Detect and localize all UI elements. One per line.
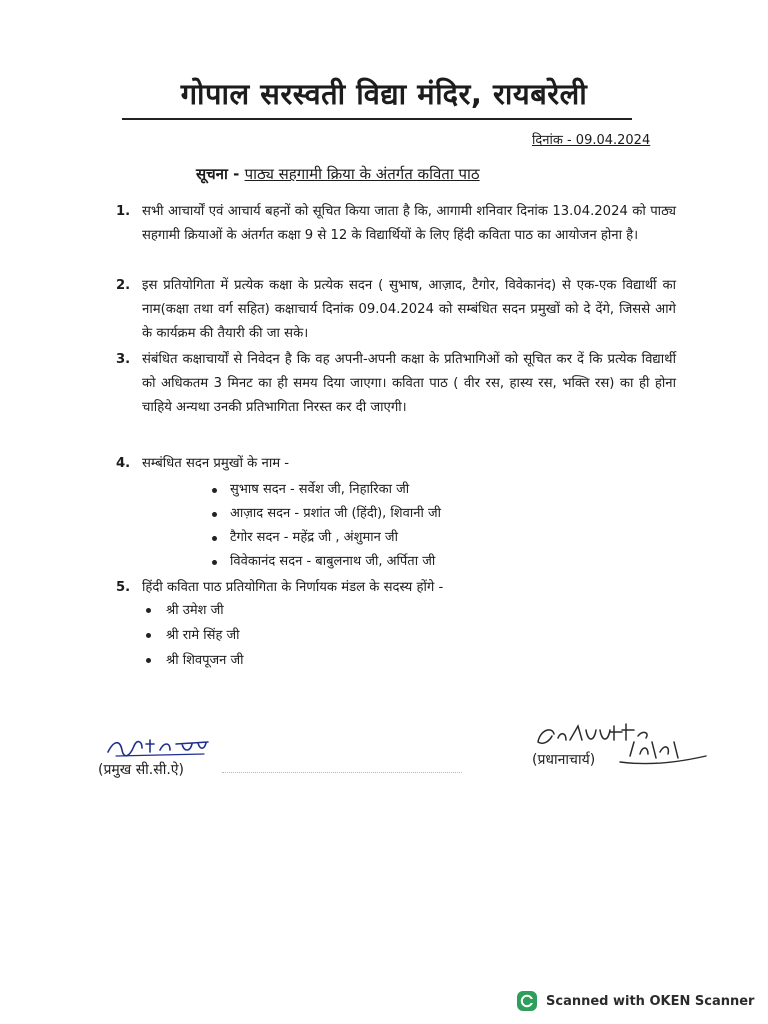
list-item: टैगोर सदन - महेंद्र जी , अंशुमान जी bbox=[212, 526, 441, 550]
scanner-watermark bbox=[516, 990, 754, 1012]
point-text: इस प्रतियोगिता में प्रत्येक कक्षा के प्रत्येक सदन ( सुभाष, आज़ाद, टैगोर, विवेकानंद) से एक-एक विद्यार्थी का नाम(कक्षा तथा वर्ग सहित) कक्षाचार्य दिनांक 09.04.2024 को सम्बंधित सदन प्रमुखों को दे देंगे, जिससे आगे के कार्यक्रम की तैयारी की जा सके। bbox=[142, 278, 676, 341]
cca-head-signature-block bbox=[98, 734, 214, 778]
point-number: 5. bbox=[116, 580, 131, 595]
point-number: 4. bbox=[116, 456, 131, 471]
point-5 bbox=[116, 576, 676, 600]
scanner-logo-icon bbox=[516, 990, 538, 1012]
cca-head-label: (प्रमुख सी.सी.ऐ) bbox=[98, 762, 184, 778]
scanner-text: Scanned with OKEN Scanner bbox=[546, 993, 755, 1009]
house-heads-list bbox=[212, 478, 441, 574]
principal-label: (प्रधानाचार्य) bbox=[532, 752, 596, 768]
list-item: श्री उमेश जी bbox=[146, 598, 244, 623]
point-text: सभी आचार्यों एवं आचार्य बहनों को सूचित किया जाता है कि, आगामी शनिवार दिनांक 13.04.2024 को पाठ्य सहगामी क्रियाओं के अंतर्गत कक्षा 9 से 12 के विद्यार्थियों के लिए हिंदी कविता पाठ का आयोजन होना है। bbox=[142, 204, 676, 243]
point-number: 2. bbox=[116, 278, 131, 293]
notice-subject bbox=[196, 164, 480, 184]
list-item: विवेकानंद सदन - बाबुलनाथ जी, अर्पिता जी bbox=[212, 550, 441, 574]
point-1 bbox=[116, 200, 676, 248]
list-item: श्री रामे सिंह जी bbox=[146, 623, 244, 648]
handwritten-signature bbox=[104, 734, 214, 760]
list-item: सुभाष सदन - सर्वेश जी, निहारिका जी bbox=[212, 478, 441, 502]
title-underline bbox=[122, 118, 632, 120]
principal-signature-block bbox=[530, 712, 710, 782]
notice-date: दिनांक - 09.04.2024 bbox=[532, 133, 651, 148]
list-item: आज़ाद सदन - प्रशांत जी (हिंदी), शिवानी जी bbox=[212, 502, 441, 526]
point-2 bbox=[116, 274, 676, 346]
point-number: 1. bbox=[116, 204, 131, 219]
list-item: श्री शिवपूजन जी bbox=[146, 648, 244, 673]
point-3 bbox=[116, 348, 676, 420]
point-text: सम्बंधित सदन प्रमुखों के नाम - bbox=[142, 456, 290, 471]
point-text: हिंदी कविता पाठ प्रतियोगिता के निर्णायक मंडल के सदस्य होंगे - bbox=[142, 580, 444, 595]
point-4 bbox=[116, 452, 676, 476]
judges-list bbox=[146, 598, 244, 673]
subject-label: सूचना - bbox=[196, 165, 240, 183]
point-number: 3. bbox=[116, 352, 131, 367]
point-text: संबंधित कक्षाचार्यों से निवेदन है कि वह अपनी-अपनी कक्षा के प्रतिभागिओं को सूचित कर दें कि प्रत्येक विद्यार्थी को अधिकतम 3 मिनट का ही समय दिया जाएगा। कविता पाठ ( वीर रस, हास्य रस, भक्ति रस) का ही होना चाहिये अन्यथा उनकी प्रतिभागिता निरस्त कर दी जाएगी। bbox=[142, 352, 676, 415]
subject-topic: पाठ्य सहगामी क्रिया के अंतर्गत कविता पाठ bbox=[244, 165, 480, 183]
school-title: गोपाल सरस्वती विद्या मंदिर, रायबरेली bbox=[180, 77, 588, 111]
faint-separator bbox=[222, 772, 462, 774]
